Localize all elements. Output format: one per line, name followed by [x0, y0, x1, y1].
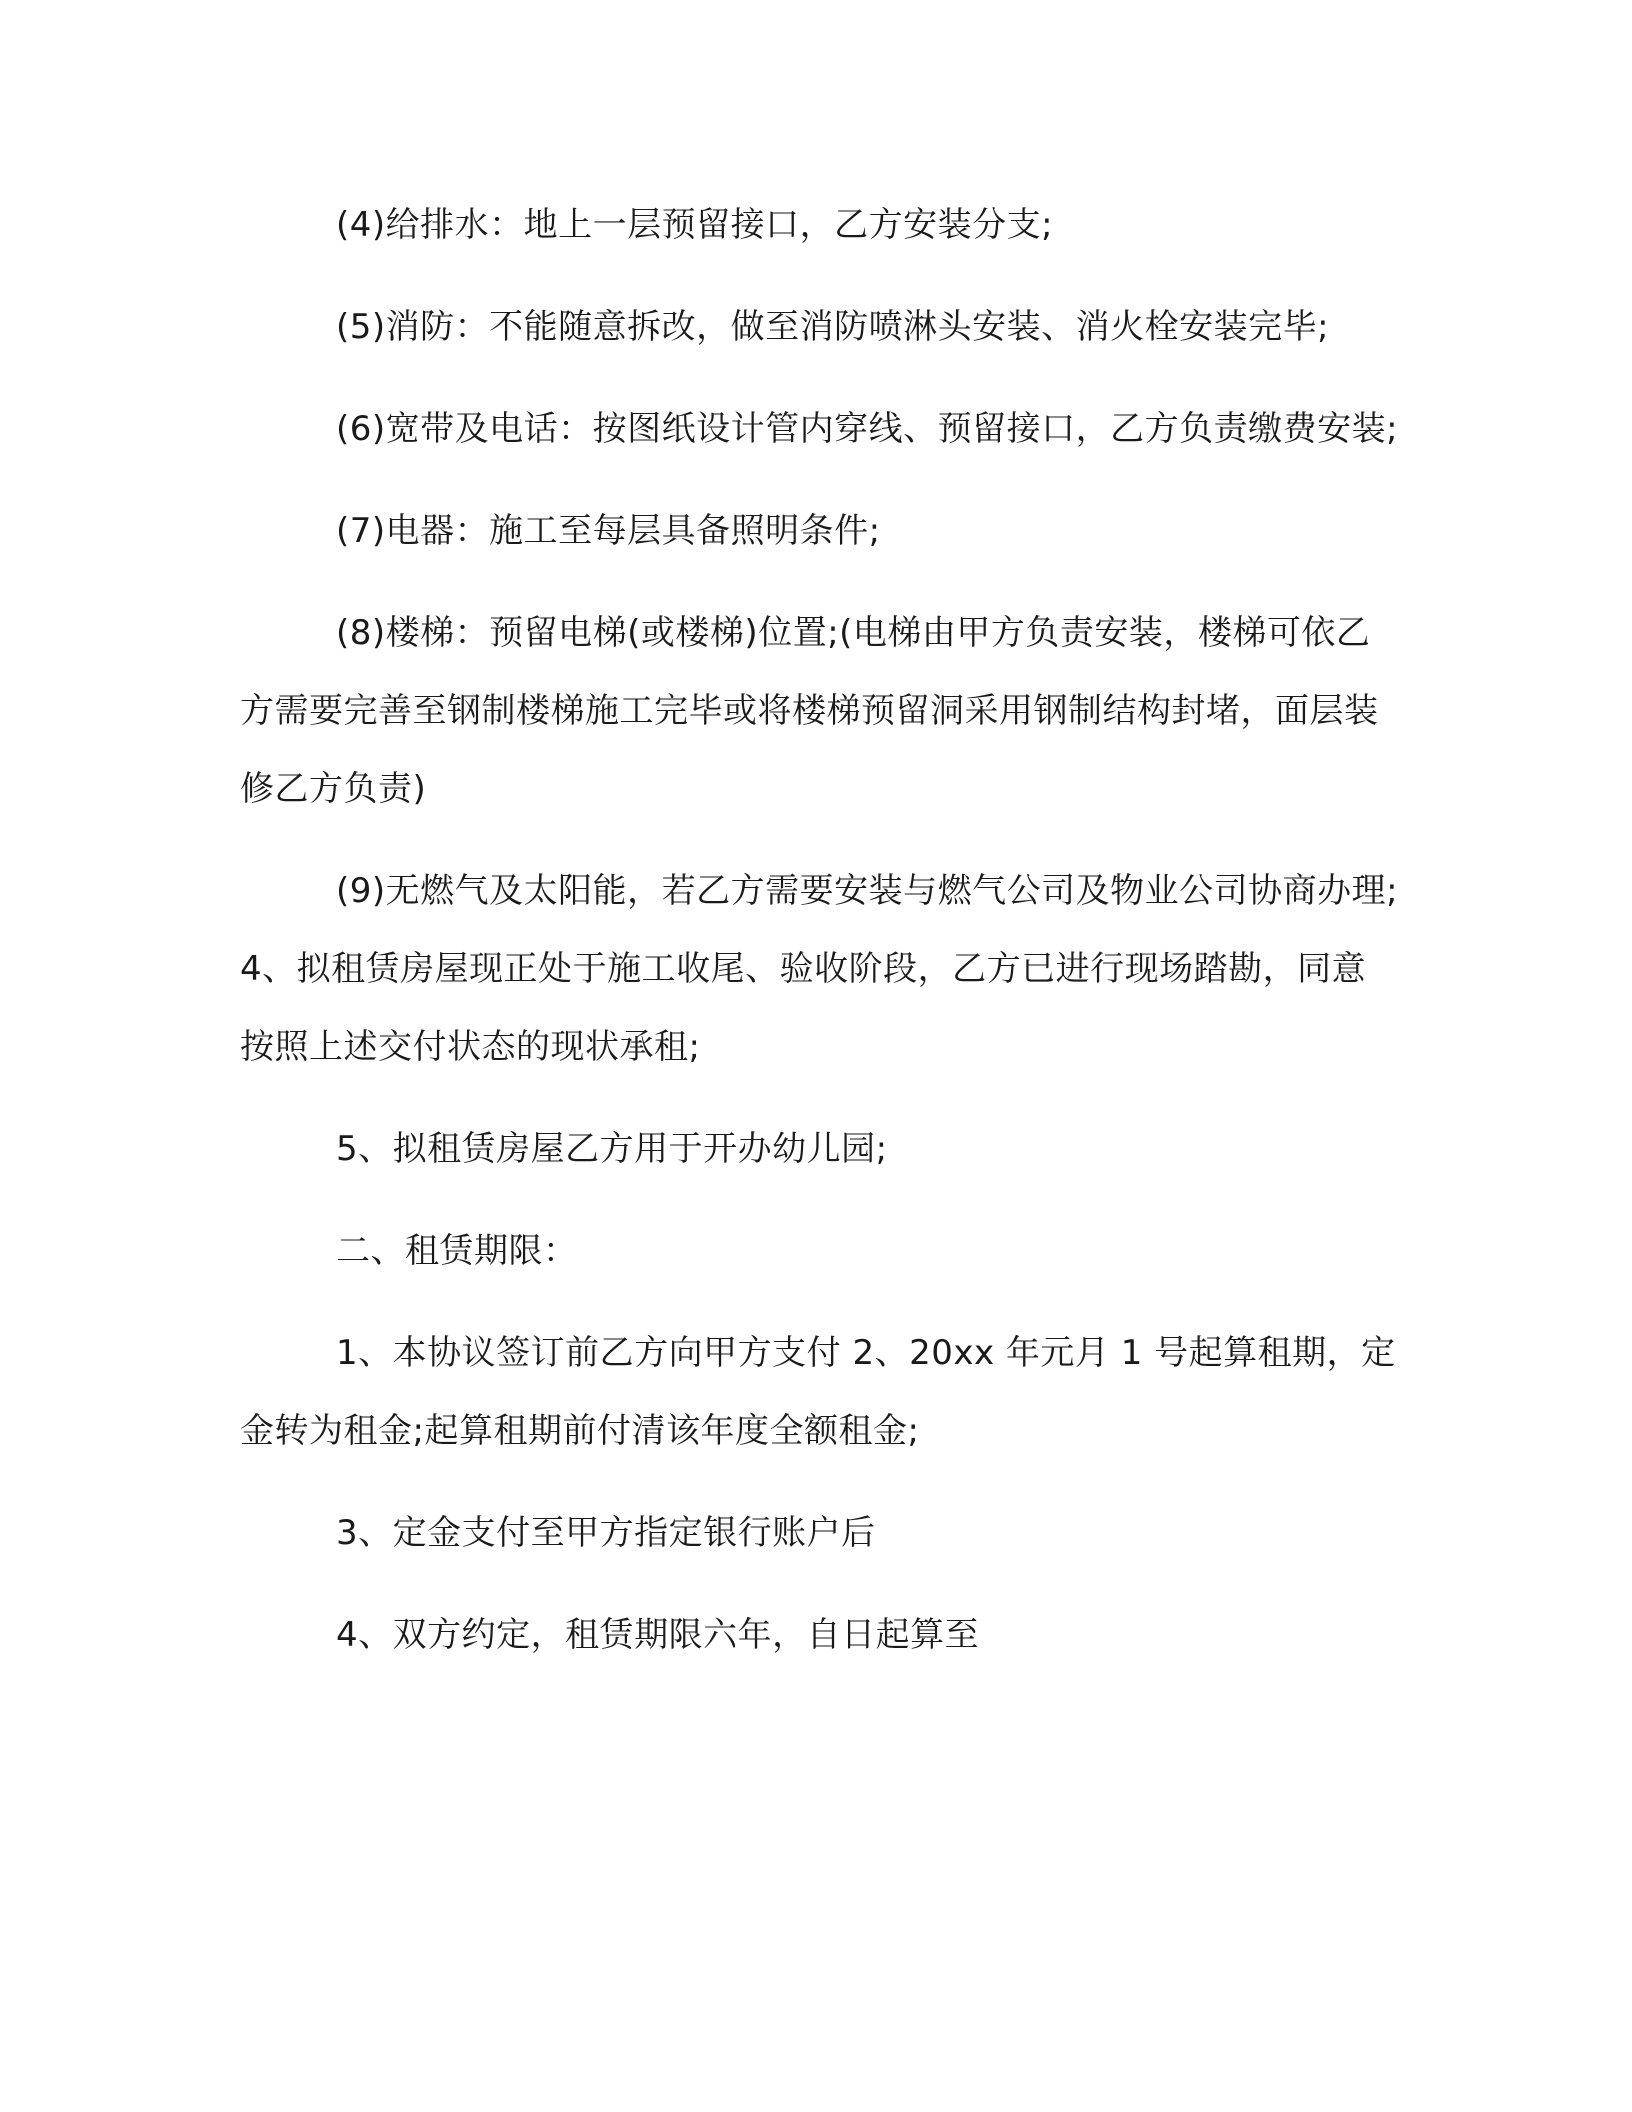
paragraph-gas-solar: (9)无燃气及太阳能，若乙方需要安装与燃气公司及物业公司协商办理; 4、拟租赁房屋现正处于施工收尾、验收阶段，乙方已进行现场踏勘，同意按照上述交付状态的现状承租; — [240, 871, 1399, 1067]
paragraph-electrical: (7)电器：施工至每层具备照明条件; — [336, 511, 881, 551]
paragraph-deposit-payment: 1、本协议签订前乙方向甲方支付 2、20xx 年元月 1 号起算租期，定金转为租金;起算租期前付清该年度全额租金; — [240, 1333, 1396, 1451]
paragraph-kindergarten-use: 5、拟租赁房屋乙方用于开办幼儿园; — [336, 1129, 888, 1169]
paragraph-broadband-phone: (6)宽带及电话：按图纸设计管内穿线、预留接口，乙方负责缴费安装; — [336, 409, 1399, 449]
paragraph-deposit-account: 3、定金支付至甲方指定银行账户后 — [336, 1513, 876, 1553]
paragraph-lease-duration: 4、双方约定，租赁期限六年，自日起算至 — [336, 1615, 980, 1655]
paragraph-water-supply: (4)给排水：地上一层预留接口，乙方安装分支; — [336, 205, 1054, 245]
paragraph-fire-protection: (5)消防：不能随意拆改，做至消防喷淋头安装、消火栓安装完毕; — [336, 307, 1330, 347]
section-heading-lease-term: 二、租赁期限： — [336, 1231, 578, 1271]
paragraph-stairs: (8)楼梯：预留电梯(或楼梯)位置;(电梯由甲方负责安装，楼梯可依乙方需要完善至钢制楼梯施工完毕或将楼梯预留洞采用钢制结构封堵，面层装修乙方负责) — [240, 613, 1379, 809]
document-body — [240, 186, 1400, 1698]
